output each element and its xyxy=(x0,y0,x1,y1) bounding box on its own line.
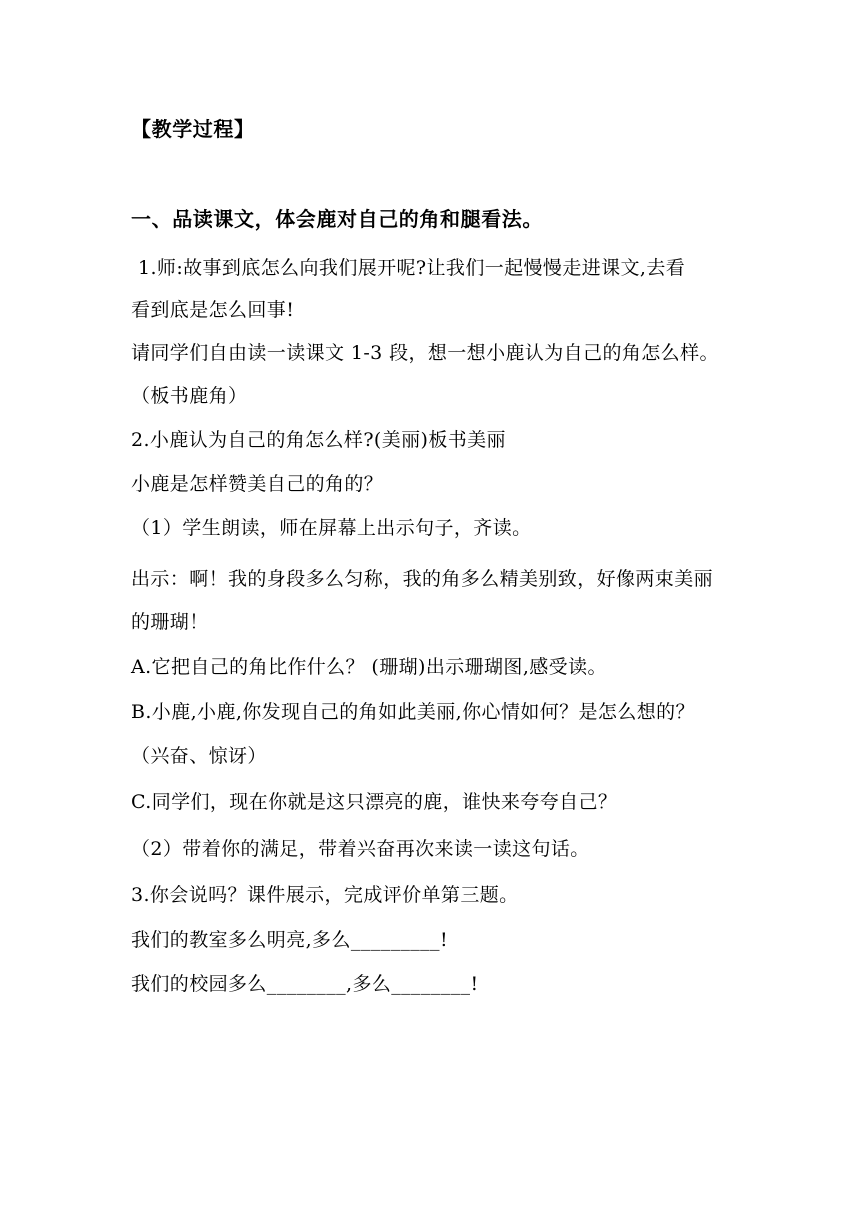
paragraph-line: （板书鹿角） xyxy=(131,385,248,407)
paragraph-line: 出示：啊！我的身段多么匀称，我的角多么精美别致，好像两束美丽 xyxy=(131,568,714,590)
paragraph-line: （2）带着你的满足，带着兴奋再次来读一读这句话。 xyxy=(131,838,590,860)
paragraph-line: A.它把自己的角比作什么？ (珊瑚)出示珊瑚图,感受读。 xyxy=(131,656,607,678)
paragraph-line: 小鹿是怎样赞美自己的角的？ xyxy=(131,473,384,495)
paragraph-line: 请同学们自由读一读课文 1-3 段，想一想小鹿认为自己的角怎么样。 xyxy=(131,342,719,364)
paragraph-line: （1）学生朗读，师在屏幕上出示句子，齐读。 xyxy=(131,517,532,539)
paragraph-line: 看到底是怎么回事! xyxy=(131,299,295,321)
paragraph-line: 的珊瑚！ xyxy=(131,611,209,633)
fill-in-sentence: 我们的教室多么明亮,多么_________! xyxy=(131,929,448,951)
paragraph-line: 1.师:故事到底怎么向我们展开呢?让我们一起慢慢走进课文,去看 xyxy=(138,257,686,279)
paragraph-line: 2.小鹿认为自己的角怎么样?(美丽)板书美丽 xyxy=(131,429,506,451)
paragraph-line: （兴奋、惊讶） xyxy=(131,745,267,767)
paragraph-line: C.同学们，现在你就是这只漂亮的鹿，谁快来夸夸自己？ xyxy=(131,791,618,813)
paragraph-line: 3.你会说吗？课件展示，完成评价单第三题。 xyxy=(131,884,519,906)
part-heading: 一、品读课文，体会鹿对自己的角和腿看法。 xyxy=(131,207,543,231)
paragraph-line: B.小鹿,小鹿,你发现自己的角如此美丽,你心情如何？是怎么想的？ xyxy=(131,701,695,723)
fill-in-sentence: 我们的校园多么________,多么________! xyxy=(131,973,479,995)
section-title: 【教学过程】 xyxy=(131,117,255,141)
